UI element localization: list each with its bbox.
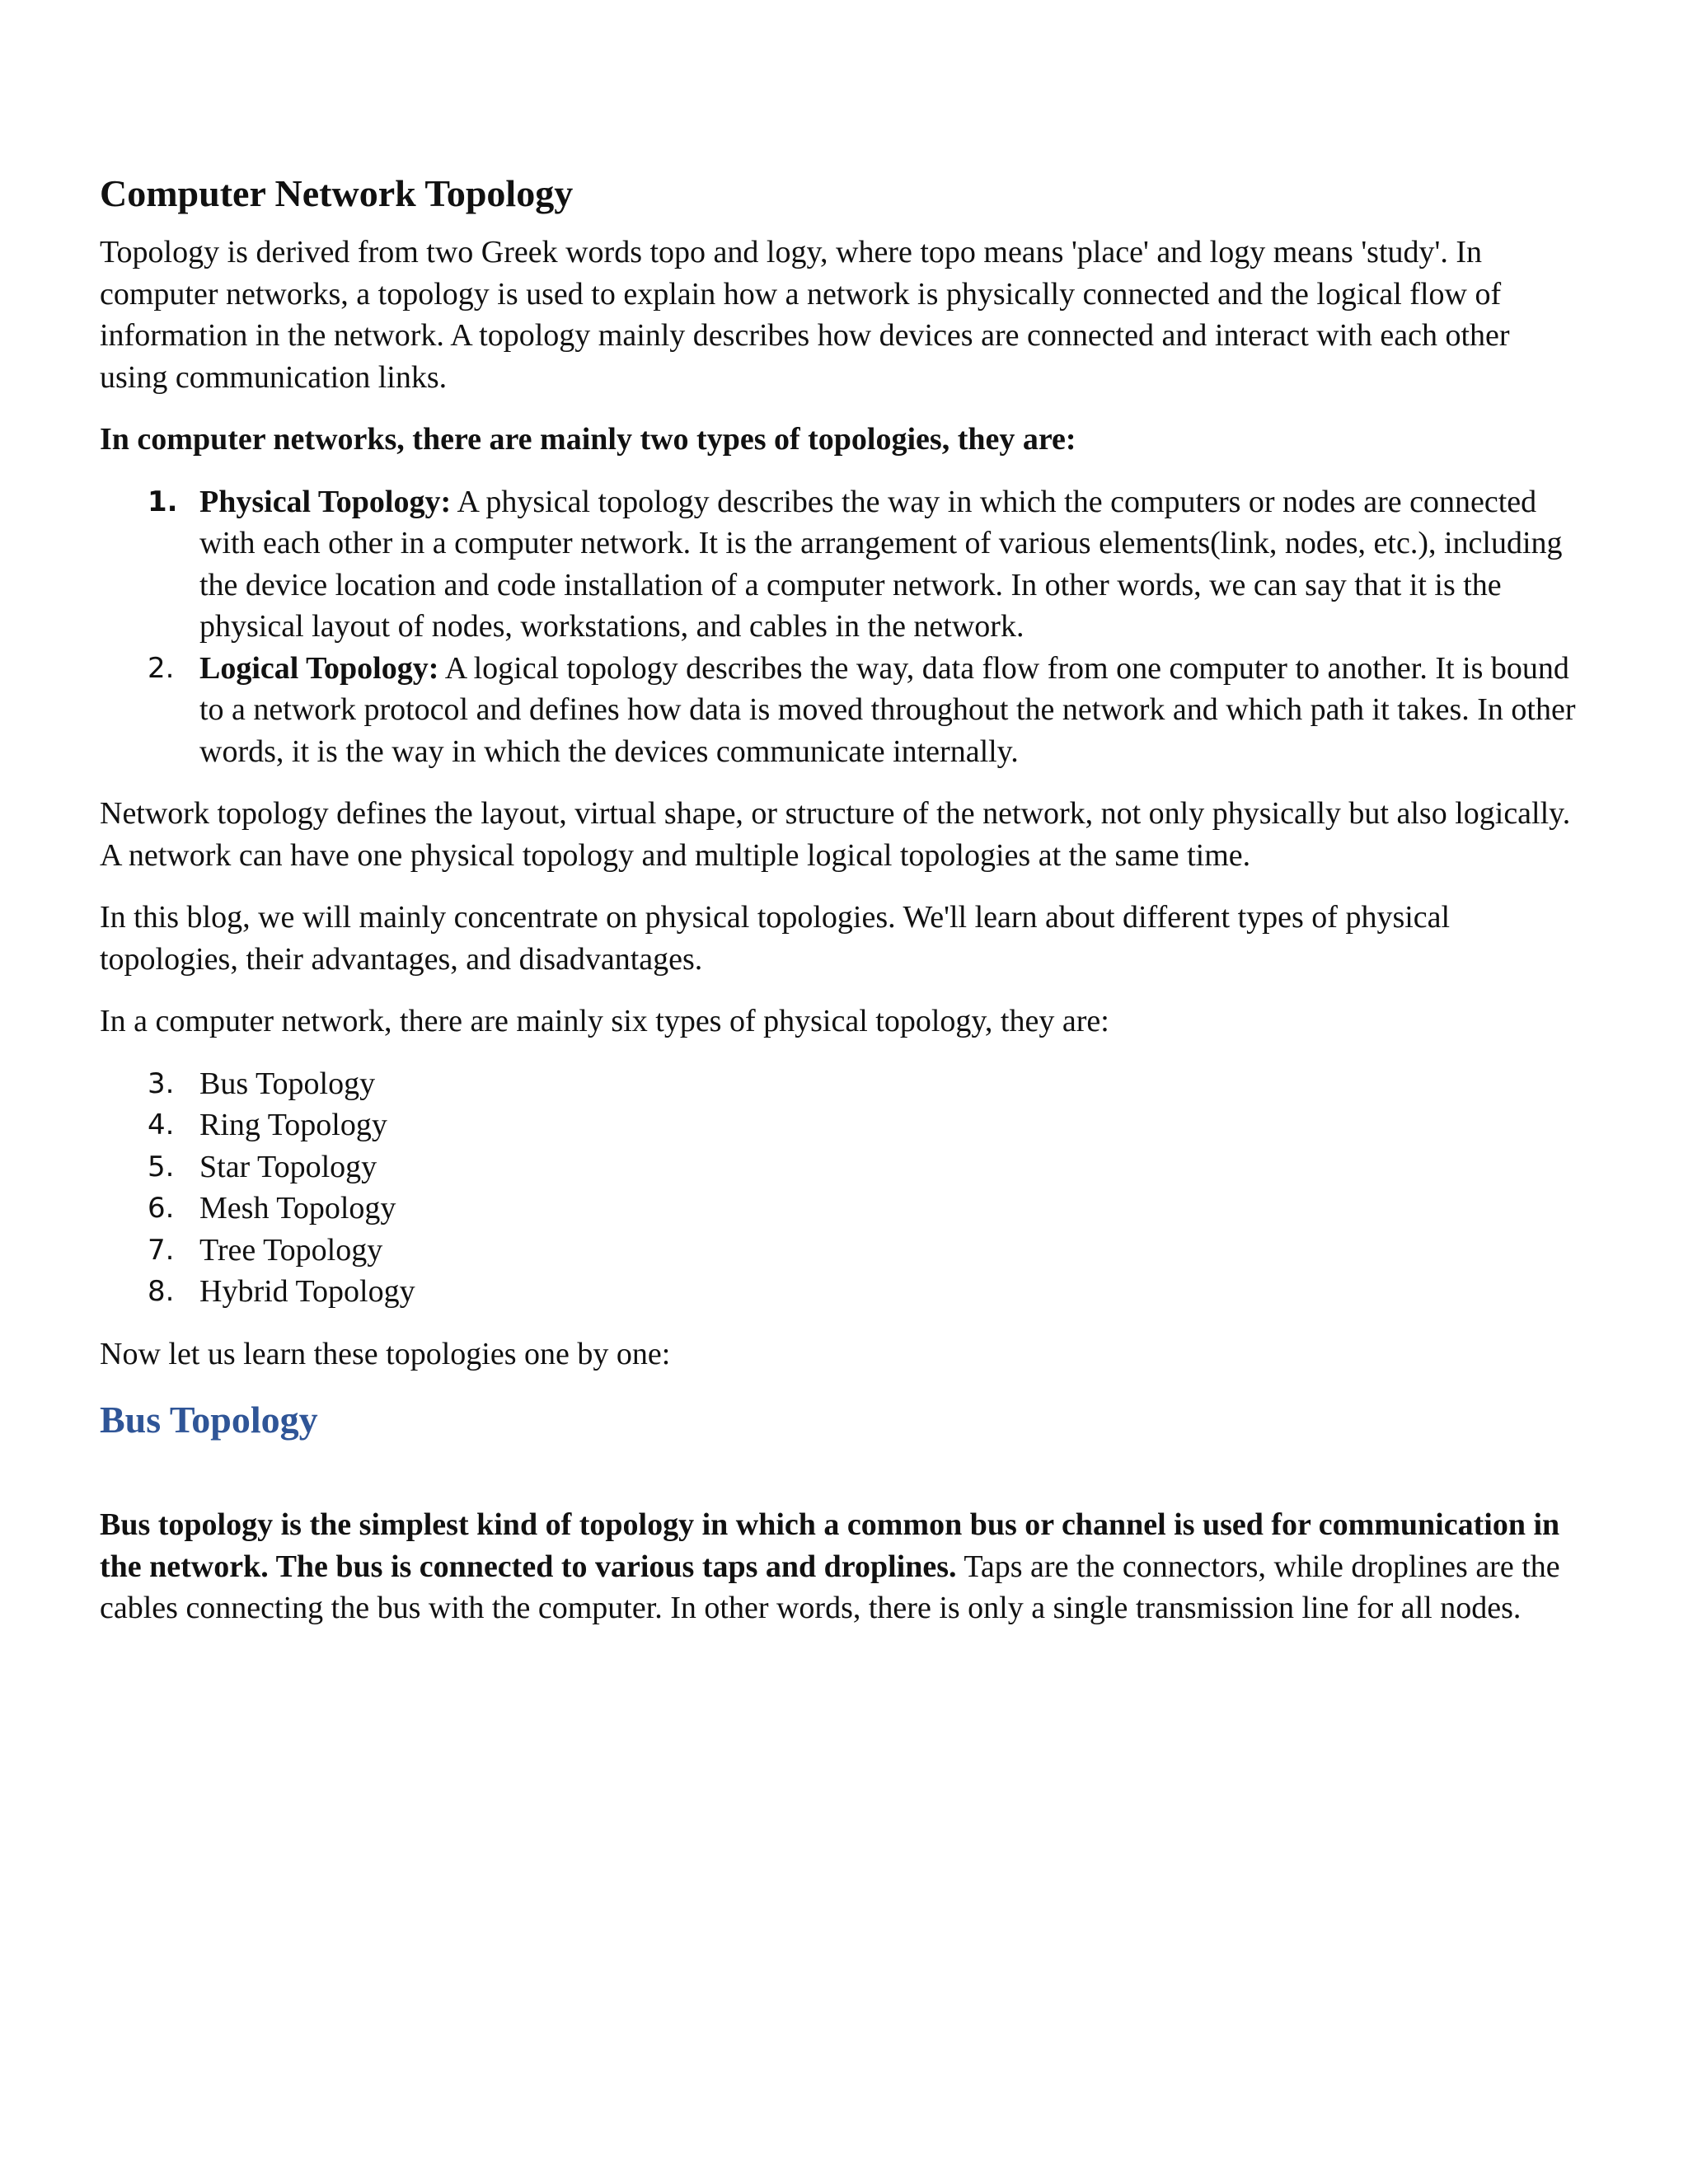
list-item bbox=[100, 1271, 1583, 1313]
six-types-paragraph: In a computer network, there are mainly six types of physical topology, they are: bbox=[100, 1004, 1109, 1038]
list-text: A logical topology describes the way, data flow from one computer to another. It is bound to a network protocol and defines how data is moved throughout the network and which path it takes. In other words, it is the way in which the devices communicate internally. bbox=[199, 650, 1576, 769]
list-number: 1. bbox=[148, 485, 178, 518]
bus-regular-text: Taps are the connectors, while droplines are the cables connecting the bus with the computer. In other words, there is only a single transmission line for all nodes. bbox=[100, 1549, 1560, 1625]
topology-types-list bbox=[100, 481, 1583, 773]
list-item bbox=[100, 1104, 1583, 1146]
list-label: Ring Topology bbox=[199, 1108, 387, 1142]
list-item bbox=[100, 481, 1583, 648]
list-number: 2. bbox=[148, 651, 175, 685]
list-term: Logical Topology: bbox=[199, 650, 439, 686]
list-item bbox=[100, 1230, 1583, 1272]
list-number: 8. bbox=[148, 1275, 175, 1308]
list-item bbox=[100, 648, 1583, 773]
document-page bbox=[100, 169, 1583, 1650]
list-label: Bus Topology bbox=[199, 1066, 376, 1101]
layout-paragraph: Network topology defines the layout, virtual shape, or structure of the network, not only physically but also logically. A network can have one physical topology and multiple logical topologies at the same time. bbox=[100, 796, 1571, 873]
list-number: 3. bbox=[148, 1066, 175, 1100]
list-label: Hybrid Topology bbox=[199, 1274, 415, 1309]
list-label: Star Topology bbox=[199, 1149, 377, 1184]
bus-topology-heading: Bus Topology bbox=[100, 1399, 318, 1441]
intro-paragraph: Topology is derived from two Greek words topo and logy, where topo means 'place' and logy means 'study'. In computer networks, a topology is used to explain how a network is physically connected and the logical flow of information in the network. A topology mainly describes how devices are connected and interact with each other using communication links. bbox=[100, 235, 1510, 395]
page-title: Computer Network Topology bbox=[100, 172, 574, 214]
topology-types-heading: In computer networks, there are mainly two types of topologies, they are: bbox=[100, 422, 1076, 457]
list-number: 5. bbox=[148, 1150, 175, 1183]
list-number: 4. bbox=[148, 1108, 175, 1141]
list-label: Mesh Topology bbox=[199, 1191, 396, 1226]
list-item bbox=[100, 1063, 1583, 1105]
list-label: Tree Topology bbox=[199, 1232, 383, 1268]
now-paragraph: Now let us learn these topologies one by one: bbox=[100, 1336, 671, 1371]
list-number: 6. bbox=[148, 1192, 175, 1225]
list-item bbox=[100, 1188, 1583, 1230]
list-text: A physical topology describes the way in which the computers or nodes are connected with each other in a computer network. It is the arrangement of various elements(link, nodes, etc.), including the device location and code installation of a computer network. In other words, we can say that it is the physical layout of nodes, workstations, and cables in the network. bbox=[199, 484, 1563, 644]
list-term: Physical Topology: bbox=[199, 484, 452, 519]
bus-bold-text: Bus topology is the simplest kind of topology in which a common bus or channel is used for communication in the network. The bus is connected to various taps and droplines. bbox=[100, 1507, 1560, 1584]
list-number: 7. bbox=[148, 1233, 175, 1267]
bus-topology-paragraph bbox=[100, 1504, 1583, 1629]
physical-topology-list bbox=[100, 1063, 1583, 1313]
list-item bbox=[100, 1146, 1583, 1188]
blog-paragraph: In this blog, we will mainly concentrate on physical topologies. We'll learn about different types of physical topologies, their advantages, and disadvantages. bbox=[100, 900, 1451, 977]
